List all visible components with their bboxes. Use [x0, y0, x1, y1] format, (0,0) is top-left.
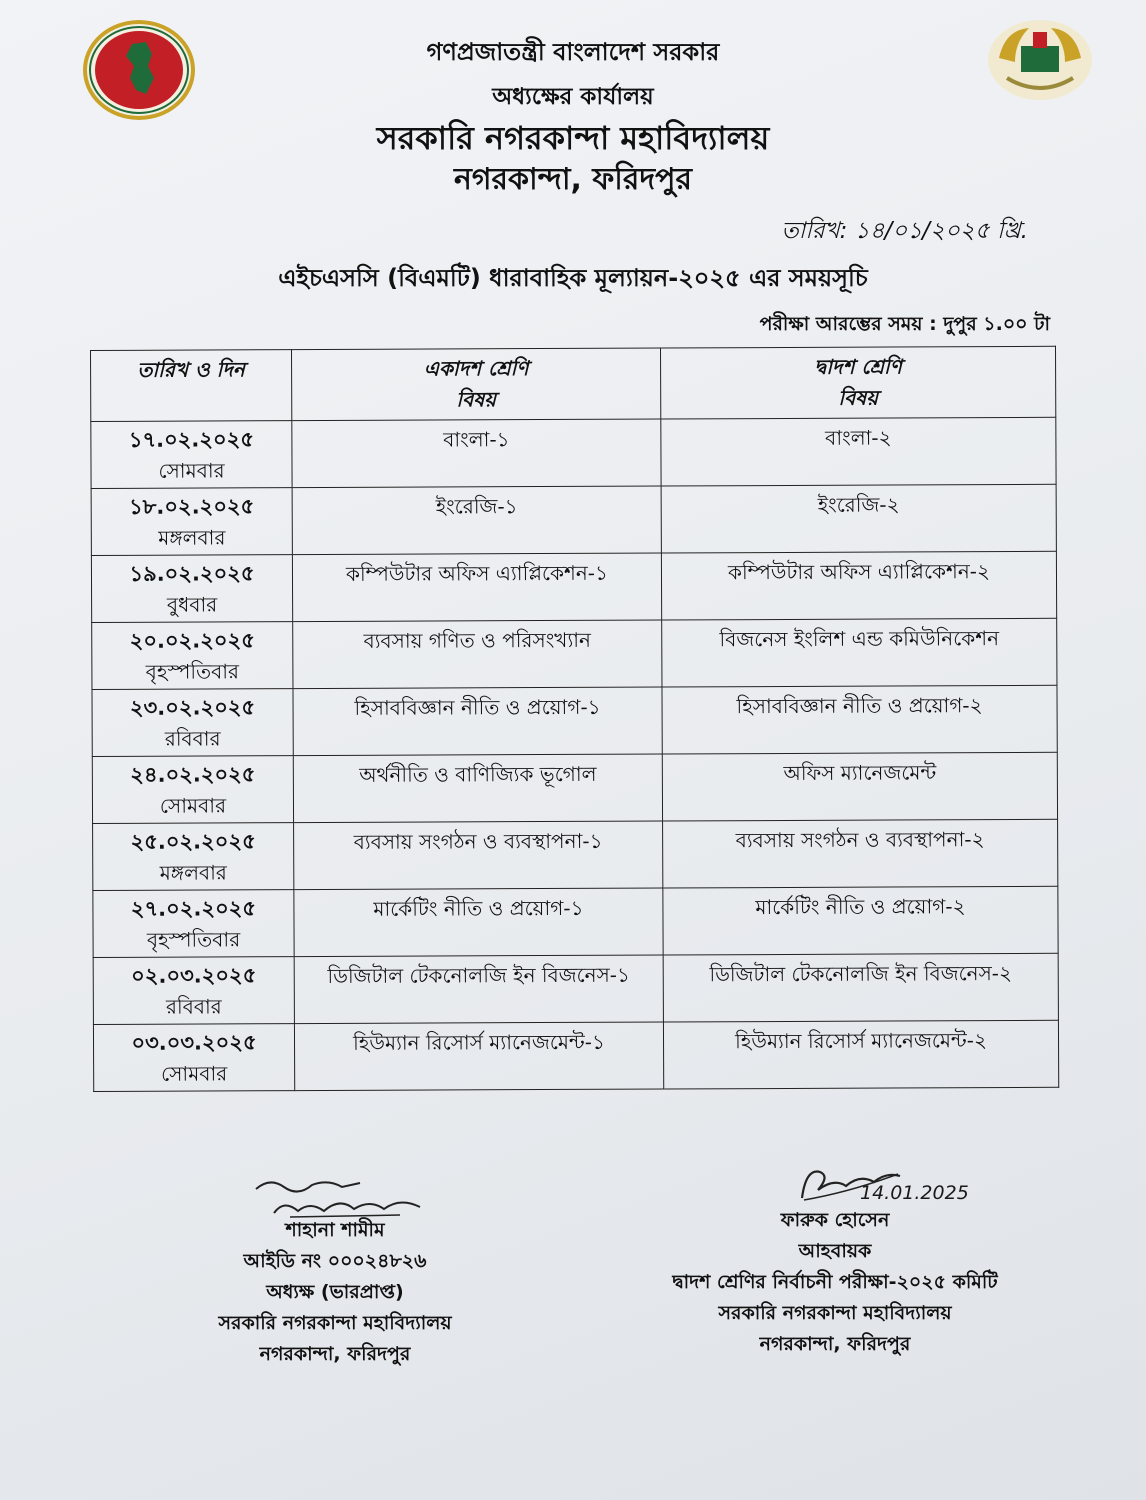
class12-subject: বিজনেস ইংলিশ এন্ড কমিউনিকেশন: [719, 626, 1000, 652]
table-row: [93, 1020, 1058, 1091]
table-row: [93, 886, 1058, 957]
class11-subject-cell: [294, 955, 663, 1024]
class11-subject-cell: [292, 486, 661, 555]
header-class12: [660, 346, 1055, 419]
exam-date: ২৩.০২.২০২৫: [129, 695, 256, 720]
college-name: সরকারি নগরকান্দা মহাবিদ্যালয়: [376, 119, 770, 157]
exam-date: ১৮.০২.২০২৫: [129, 494, 255, 519]
table-header-row: [91, 346, 1056, 421]
class12-subject: ইংরেজি-২: [817, 492, 900, 517]
class12-subject: মার্কেটিং নীতি ও প্রয়োগ-২: [755, 894, 966, 920]
principal-signature-block: [180, 1215, 490, 1370]
exam-day: সোমবার: [161, 1061, 228, 1086]
class12-subject-cell: [661, 551, 1056, 620]
convener-name: ফারুক হোসেন: [780, 1209, 890, 1231]
principal-name: শাহানা শামীম: [285, 1219, 385, 1241]
college-address: নগরকান্দা, ফরিদপুর: [453, 162, 692, 197]
class11-subject-cell: [292, 419, 661, 488]
date-cell: [92, 689, 293, 757]
header-class11: [292, 348, 661, 421]
exam-date: ২৫.০২.২০২৫: [130, 829, 256, 854]
header-class11-label: একাদশ শ্রেণি: [423, 356, 529, 381]
principal-address: নগরকান্দা, ফরিদপুর: [259, 1343, 411, 1365]
convener-designation: আহবায়ক: [798, 1240, 872, 1262]
class11-subject-cell: [293, 754, 662, 823]
table-row: [91, 551, 1056, 622]
exam-date: ১৭.০২.২০২৫: [128, 427, 255, 452]
class12-subject-cell: [663, 953, 1058, 1022]
exam-date: ০৩.০৩.২০২৫: [131, 1030, 257, 1055]
class11-subject: ডিজিটাল টেকনোলজি ইন বিজনেস-১: [327, 962, 631, 988]
class11-subject-cell: [293, 687, 662, 756]
table-row: [93, 819, 1058, 890]
principal-college: সরকারি নগরকান্দা মহাবিদ্যালয়: [218, 1312, 452, 1334]
date-cell: [93, 1024, 294, 1092]
exam-day: সোমবার: [158, 458, 225, 483]
convener-address: নগরকান্দা, ফরিদপুর: [759, 1333, 911, 1355]
exam-date: ২৭.০২.২০২৫: [130, 896, 257, 921]
exam-day: বুধবার: [166, 592, 218, 617]
class11-subject: ইংরেজি-১: [435, 494, 518, 519]
class11-subject-cell: [292, 553, 661, 622]
class12-subject-cell: [661, 417, 1056, 486]
class11-subject-cell: [294, 821, 663, 890]
exam-day: রবিবার: [164, 726, 221, 751]
class12-subject: কম্পিউটার অফিস এ্যাপ্লিকেশন-২: [727, 559, 991, 585]
class12-subject-cell: [663, 886, 1058, 955]
date-cell: [92, 756, 293, 824]
class11-subject-cell: [294, 888, 663, 957]
header-class12-subject: বিষয়: [838, 385, 879, 410]
exam-date: ২০.০২.২০২৫: [129, 628, 255, 653]
principal-id: আইডি নং ০০০২৪৮২৬: [243, 1250, 427, 1272]
class12-subject: হিসাববিজ্ঞান নীতি ও প্রয়োগ-২: [736, 693, 983, 719]
table-row: [91, 417, 1056, 488]
date-cell: [93, 890, 294, 958]
date-cell: [91, 555, 292, 623]
class11-subject: বাংলা-১: [443, 427, 510, 452]
date-cell: [91, 421, 292, 489]
date-cell: [92, 622, 293, 690]
exam-date: ০২.০৩.২০২৫: [131, 963, 257, 988]
class11-subject: অর্থনীতি ও বাণিজ্যিক ভূগোল: [359, 761, 597, 787]
class11-subject: হিউম্যান রিসোর্স ম্যানেজমেন্ট-১: [353, 1029, 605, 1055]
class11-subject: কম্পিউটার অফিস এ্যাপ্লিকেশন-১: [345, 560, 608, 586]
class12-subject-cell: [662, 618, 1057, 687]
class12-subject: ব্যবসায় সংগঠন ও ব্যবস্থাপনা-২: [735, 827, 985, 853]
convener-college: সরকারি নগরকান্দা মহাবিদ্যালয়: [718, 1302, 952, 1324]
class12-subject-cell: [661, 484, 1056, 553]
government-name: গণপ্রজাতন্ত্রী বাংলাদেশ সরকার: [426, 38, 720, 66]
class12-subject: ডিজিটাল টেকনোলজি ইন বিজনেস-২: [709, 960, 1013, 987]
class11-subject: ব্যবসায় গণিত ও পরিসংখ্যান: [363, 627, 592, 653]
exam-day: মঙ্গলবার: [159, 860, 227, 885]
class12-subject-cell: [663, 819, 1058, 888]
class12-subject-cell: [662, 685, 1057, 754]
date-cell: [91, 488, 292, 556]
table-row: [91, 484, 1056, 555]
date-cell: [93, 823, 294, 891]
table-row: [93, 953, 1058, 1024]
header-class11-subject: বিষয়: [456, 387, 497, 412]
issue-date: তারিখ: ১৪/০১/২০২৫ খ্রি.: [781, 218, 1028, 244]
table-row: [92, 685, 1057, 756]
exam-schedule-table: [90, 346, 1059, 1092]
convener-committee: দ্বাদশ শ্রেণির নির্বাচনী পরীক্ষা-২০২৫ কমিটি: [672, 1271, 998, 1293]
class12-subject-cell: [662, 752, 1057, 821]
exam-day: বৃহস্পতিবার: [145, 659, 240, 684]
table-row: [92, 752, 1057, 823]
class11-subject: মার্কেটিং নীতি ও প্রয়োগ-১: [373, 895, 584, 921]
class11-subject: ব্যবসায় সংগঠন ও ব্যবস্থাপনা-১: [353, 828, 603, 854]
header-date-day-label: তারিখ ও দিন: [137, 357, 245, 382]
table-row: [92, 618, 1057, 689]
class11-subject-cell: [293, 620, 662, 689]
class12-subject: বাংলা-২: [825, 425, 892, 450]
exam-day: মঙ্গলবার: [158, 525, 226, 550]
class12-subject: হিউম্যান রিসোর্স ম্যানেজমেন্ট-২: [735, 1028, 987, 1054]
exam-day: রবিবার: [165, 994, 222, 1019]
exam-day: বৃহস্পতিবার: [146, 927, 241, 952]
document-title: এইচএসসি (বিএমটি) ধারাবাহিক মূল্যায়ন-২০২৫ এর সময়সূচি: [278, 264, 868, 292]
exam-date: ২৪.০২.২০২৫: [130, 762, 256, 787]
class12-subject: অফিস ম্যানেজমেন্ট: [783, 760, 937, 785]
convener-signed-date: 14.01.2025: [860, 1182, 969, 1204]
class11-subject-cell: [294, 1022, 663, 1091]
convener-signature-block: [620, 1205, 1050, 1360]
class11-subject: হিসাববিজ্ঞান নীতি ও প্রয়োগ-১: [354, 694, 601, 720]
exam-date: ১৯.০২.২০২৫: [129, 561, 255, 586]
office-name: অধ্যক্ষের কার্যালয়: [492, 84, 654, 110]
exam-day: সোমবার: [159, 793, 227, 818]
header-date-day: [91, 350, 292, 422]
class12-subject-cell: [663, 1020, 1058, 1089]
header-class12-label: দ্বাদশ শ্রেণি: [814, 354, 902, 379]
principal-designation: অধ্যক্ষ (ভারপ্রাপ্ত): [266, 1281, 404, 1303]
date-cell: [93, 957, 294, 1025]
exam-start-time: পরীক্ষা আরম্ভের সময় : দুপুর ১.০০ টা: [759, 313, 1050, 335]
